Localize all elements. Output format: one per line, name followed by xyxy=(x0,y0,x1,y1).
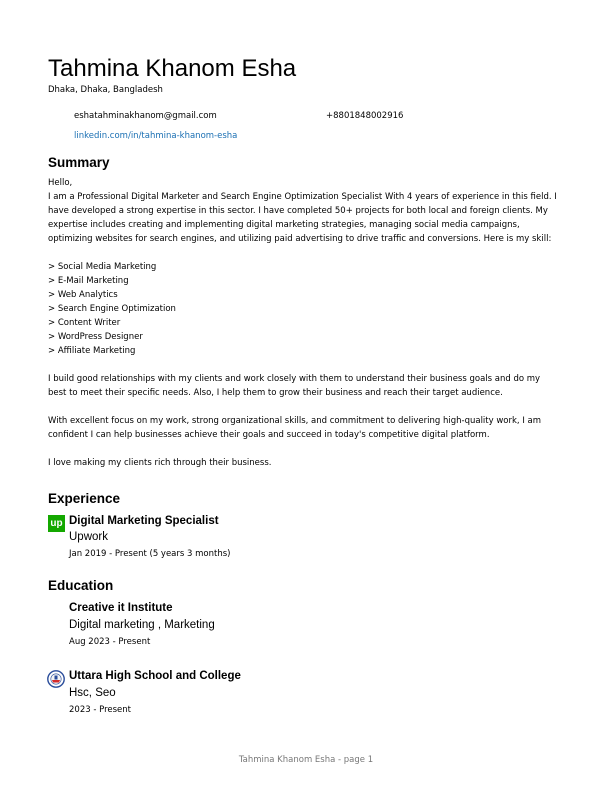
experience-company: Upwork xyxy=(69,531,108,543)
education-school: Creative it Institute xyxy=(69,602,173,614)
experience-dates: Jan 2019 - Present (5 years 3 months) xyxy=(69,549,231,559)
school-crest-icon xyxy=(47,670,65,688)
experience-heading: Experience xyxy=(48,491,121,506)
phone-number[interactable]: +8801848002916 xyxy=(326,111,404,121)
skill-item: > Content Writer xyxy=(48,318,121,328)
experience-role: Digital Marketing Specialist xyxy=(69,515,219,527)
summary-paragraph-1: I am a Professional Digital Marketer and Search Engine Optimization Specialist With 4 years of experience in this field. I have developed a strong expertise in this sector. I have completed 50+ projects for both local and foreign clients. My expertise includes creating and implementing digital marketing strategies, managing social media campaigns, optimizing websites for search engines, and utilizing paid advertising to drive traffic and conversions. Here is my skill: xyxy=(48,192,557,244)
education-dates: 2023 - Present xyxy=(69,705,131,715)
page-footer: Tahmina Khanom Esha - page 1 xyxy=(238,755,374,765)
summary-greeting: Hello, xyxy=(48,178,73,188)
skill-item: > Social Media Marketing xyxy=(48,262,157,272)
summary-body xyxy=(48,176,558,470)
skill-item: > Affiliate Marketing xyxy=(48,346,136,356)
education-degree: Digital marketing , Marketing xyxy=(69,619,215,631)
education-school: Uttara High School and College xyxy=(69,670,241,682)
location: Dhaka, Dhaka, Bangladesh xyxy=(48,85,163,95)
email-address[interactable]: eshatahminakhanom@gmail.com xyxy=(74,111,217,121)
candidate-name: Tahmina Khanom Esha xyxy=(48,55,297,82)
summary-paragraph-3: With excellent focus on my work, strong organizational skills, and commitment to delivering high-quality work, I am confident I can help businesses achieve their goals and succeed in today's competitive digital platform. xyxy=(48,416,542,440)
education-degree: Hsc, Seo xyxy=(69,687,116,699)
skill-item: > Web Analytics xyxy=(48,290,118,300)
education-heading: Education xyxy=(48,578,114,593)
skill-item: > Search Engine Optimization xyxy=(48,304,176,314)
skill-item: > WordPress Designer xyxy=(48,332,143,342)
upwork-logo-icon: up xyxy=(48,515,65,532)
education-dates: Aug 2023 - Present xyxy=(69,637,151,647)
linkedin-link[interactable]: linkedin.com/in/tahmina-khanom-esha xyxy=(74,131,238,141)
summary-paragraph-4: I love making my clients rich through their business. xyxy=(48,458,272,468)
summary-heading: Summary xyxy=(48,155,110,170)
skill-item: > E-Mail Marketing xyxy=(48,276,129,286)
summary-paragraph-2: I build good relationships with my clients and work closely with them to understand their business goals and do my best to meet their specific needs. Also, I help them to grow their business and reach their target audience. xyxy=(48,374,541,398)
